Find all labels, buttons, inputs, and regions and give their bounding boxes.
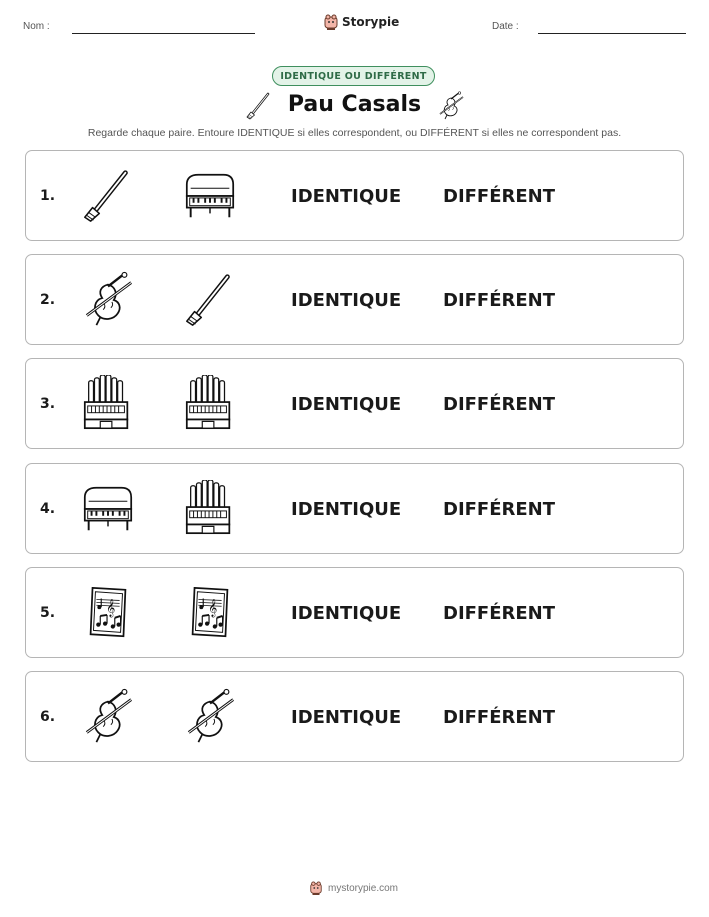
- exercise-row: [25, 254, 684, 345]
- row-number: 4.: [40, 500, 56, 517]
- bow-icon: [78, 167, 138, 225]
- option-identique[interactable]: IDENTIQUE: [291, 186, 402, 207]
- cello-icon: [180, 688, 240, 746]
- date-line[interactable]: [538, 33, 686, 34]
- option-different[interactable]: DIFFÉRENT: [443, 186, 556, 207]
- grand-piano-icon: [78, 480, 138, 538]
- exercise-row: [25, 358, 684, 449]
- brand-name: Storypie: [342, 15, 400, 29]
- option-identique[interactable]: IDENTIQUE: [291, 498, 402, 520]
- option-identique[interactable]: IDENTIQUE: [291, 394, 402, 416]
- row-number: 1.: [40, 188, 56, 204]
- sheet-music-icon: [180, 584, 240, 642]
- option-identique[interactable]: IDENTIQUE: [291, 290, 402, 312]
- sheet-music-icon: [78, 584, 138, 642]
- footer: [309, 880, 398, 896]
- grand-piano-icon: [180, 167, 240, 225]
- option-different[interactable]: DIFFÉRENT: [443, 602, 556, 624]
- cello-icon: [78, 688, 138, 746]
- worksheet-type-badge: IDENTIQUE OU DIFFÉRENT: [272, 66, 435, 86]
- name-line[interactable]: [72, 33, 255, 34]
- exercise-row: [25, 567, 684, 658]
- exercise-row: [25, 463, 684, 554]
- option-different[interactable]: DIFFÉRENT: [443, 290, 556, 312]
- row-number: 3.: [40, 396, 56, 413]
- pipe-organ-icon: [180, 480, 240, 538]
- option-identique[interactable]: IDENTIQUE: [291, 707, 402, 728]
- row-number: 6.: [40, 709, 56, 725]
- exercise-row: [25, 671, 684, 762]
- name-label: Nom :: [23, 21, 50, 32]
- mascot-icon: [309, 880, 323, 896]
- bow-icon: [180, 271, 240, 329]
- instructions: Regarde chaque paire. Entoure IDENTIQUE si elles correspondent, ou DIFFÉRENT si elles ne correspondent pas.: [87, 127, 622, 139]
- row-number: 5.: [40, 604, 56, 621]
- option-different[interactable]: DIFFÉRENT: [443, 707, 556, 728]
- brand-logo: [323, 13, 399, 31]
- cello-icon: [78, 271, 138, 329]
- mascot-icon: [323, 13, 339, 31]
- option-different[interactable]: DIFFÉRENT: [443, 498, 556, 520]
- cello-icon: [436, 90, 466, 122]
- page-title: Pau Casals: [287, 92, 422, 117]
- exercise-row: [25, 150, 684, 241]
- row-number: 2.: [40, 292, 56, 309]
- option-identique[interactable]: IDENTIQUE: [291, 602, 402, 624]
- date-label: Date :: [492, 21, 519, 32]
- option-different[interactable]: DIFFÉRENT: [443, 394, 556, 416]
- footer-url: mystorypie.com: [328, 882, 399, 894]
- pipe-organ-icon: [180, 375, 240, 433]
- pipe-organ-icon: [78, 375, 138, 433]
